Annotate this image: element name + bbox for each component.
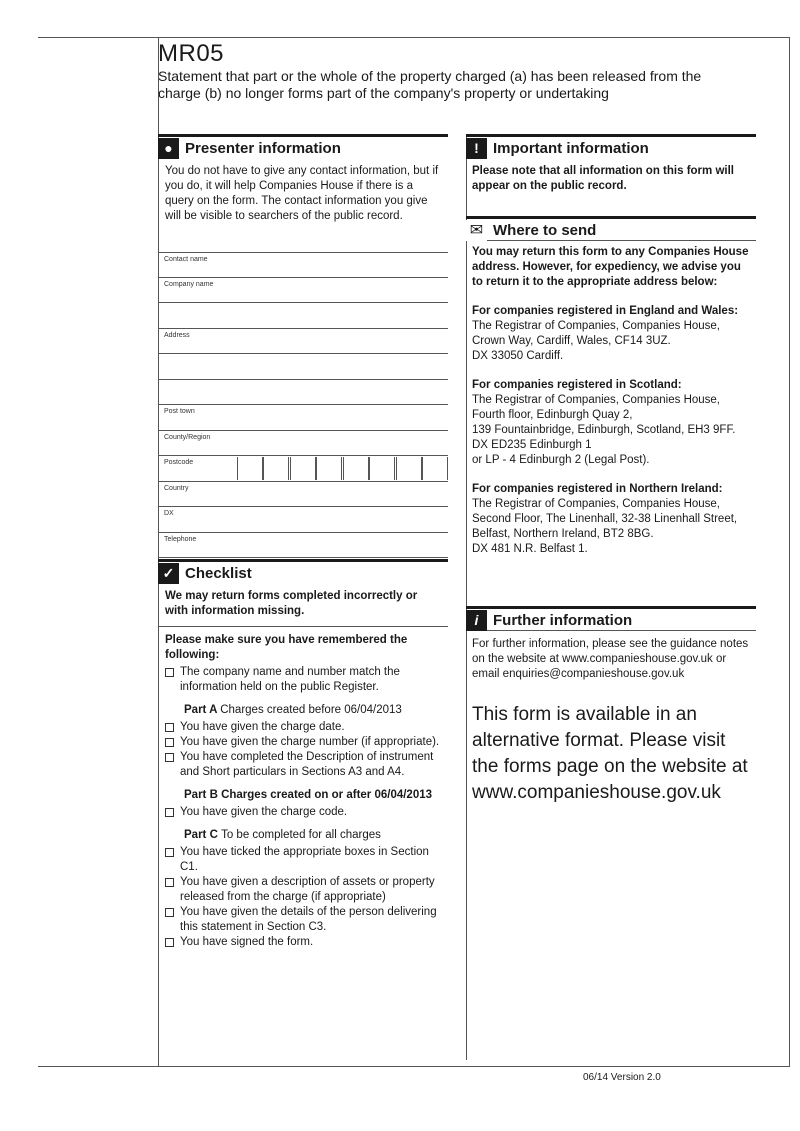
field-label: Contact name [164, 256, 208, 263]
where-body [466, 240, 756, 584]
checklist-item-text: You have given the details of the person delivering this statement in Section C3. [180, 906, 437, 933]
scotland-line: 139 Fountainbridge, Edinburgh, Scotland, EH3 9FF. [472, 424, 736, 436]
part-c-title [184, 828, 442, 843]
field-label: County/Region [164, 433, 211, 441]
checklist-header [158, 559, 448, 583]
checklist-warning-text: We may return forms completed incorrectly or with information missing. [165, 590, 418, 617]
further-body [466, 630, 756, 812]
checklist-intro: Please make sure you have remembered the following: [165, 634, 408, 661]
field-label: Postcode [164, 459, 194, 466]
checklist-item-text: You have given the charge code. [180, 806, 348, 818]
field-label: DX [164, 510, 174, 517]
ni-line: The Registrar of Companies, Companies House, [472, 498, 721, 510]
field-label: Post town [164, 408, 195, 415]
field-label: Company name [164, 280, 214, 288]
company-name-field-2[interactable] [158, 303, 448, 329]
checkbox[interactable] [165, 723, 174, 732]
further-text: For further information, please see the guidance notes on the website at www.companieshouse.gov.uk or email enquiries@companieshouse.gov.uk [472, 638, 749, 680]
england-line: DX 33050 Cardiff. [472, 350, 564, 362]
part-b-heading: Charges created on or after 06/04/2013 [221, 789, 433, 801]
checklist-item-text: You have ticked the appropriate boxes in Section C1. [180, 846, 429, 873]
dx-field[interactable] [158, 507, 448, 533]
scotland-line: DX ED235 Edinburgh 1 [472, 439, 592, 451]
scotland-line: Fourth floor, Edinburgh Quay 2, [472, 409, 633, 421]
form-code: MR05 [158, 40, 225, 67]
checklist-title: Checklist [185, 564, 252, 582]
important-title: Important information [493, 139, 649, 157]
version-label: 06/14 Version 2.0 [583, 1072, 661, 1083]
presenter-title: Presenter information [185, 139, 341, 157]
part-a-heading: Charges created before 06/04/2013 [220, 704, 402, 716]
checklist-item-text: The company name and number match the information held on the public Register. [180, 666, 400, 693]
info-icon: i [466, 610, 487, 631]
checklist-item-text: You have given a description of assets or property released from the charge (if appropriate) [180, 876, 435, 903]
checkbox[interactable] [165, 848, 174, 857]
person-icon: ● [158, 138, 179, 159]
checkbox[interactable] [165, 738, 174, 747]
part-a-label: Part A [184, 704, 218, 716]
checklist-item-text: You have given the charge date. [180, 721, 345, 733]
checklist-item[interactable] [165, 750, 442, 780]
important-header [466, 134, 756, 158]
checklist-item[interactable] [165, 735, 442, 750]
checkbox[interactable] [165, 808, 174, 817]
scotland-line: or LP - 4 Edinburgh 2 (Legal Post). [472, 454, 650, 466]
postcode-field[interactable] [158, 456, 448, 482]
field-label: Address [164, 331, 190, 339]
further-title: Further information [493, 611, 633, 629]
checkbox[interactable] [165, 753, 174, 762]
checklist-item-text: You have signed the form. [180, 936, 314, 948]
part-c-label: Part C [184, 829, 218, 841]
where-header [466, 216, 756, 240]
company-name-field[interactable] [158, 278, 448, 304]
part-b-label: Part B [184, 789, 218, 801]
presenter-header [158, 134, 448, 158]
left-column [158, 134, 448, 956]
checklist-item[interactable] [165, 905, 442, 935]
further-header [466, 606, 756, 630]
where-title: Where to send [493, 221, 597, 239]
ni-heading: For companies registered in Northern Ireland: [472, 483, 723, 495]
field-label: Telephone [164, 535, 197, 543]
checklist-item[interactable] [165, 875, 442, 905]
envelope-icon: ✉ [466, 220, 487, 241]
form-description: Statement that part or the whole of the property charged (a) has been released from the charge (b) no longer forms part of the company's property or undertaking [158, 68, 702, 101]
top-rule [38, 37, 790, 38]
alt-format-text: This form is available in an alternative format. Please visit the forms page on the website at www.companieshouse.gov.uk [472, 704, 748, 803]
checkbox[interactable] [165, 878, 174, 887]
england-line: Crown Way, Cardiff, Wales, CF14 3UZ. [472, 335, 671, 347]
presenter-intro-text: You do not have to give any contact information, but if you do, it will help Companies House if there is a query on the form. The contact information you give will be visible to searchers of the public record. [165, 165, 439, 222]
england-line: The Registrar of Companies, Companies House, [472, 320, 721, 332]
where-intro: You may return this form to any Companies House address. However, for expediency, we advise you to return it to the appropriate address below: [472, 246, 749, 288]
checkbox[interactable] [165, 668, 174, 677]
checklist-item[interactable] [165, 720, 442, 735]
important-text [466, 158, 756, 216]
right-page-rule [789, 37, 790, 1067]
part-c-heading: To be completed for all charges [221, 829, 381, 841]
field-label: Country [164, 484, 189, 492]
telephone-field[interactable] [158, 533, 448, 559]
address-field-2[interactable] [158, 354, 448, 380]
part-b-title [184, 788, 442, 803]
address-field[interactable] [158, 329, 448, 355]
checklist-warning [158, 583, 448, 626]
part-a-title [184, 703, 442, 718]
checklist-item-text: You have completed the Description of instrument and Short particulars in Sections A3 and A4. [180, 751, 434, 778]
checklist-body [158, 627, 448, 956]
right-column [466, 134, 756, 812]
important-text-content: Please note that all information on this form will appear on the public record. [472, 165, 734, 192]
checklist-item-text: You have given the charge number (if appropriate). [180, 736, 440, 748]
county-field[interactable] [158, 431, 448, 457]
country-field[interactable] [158, 482, 448, 508]
england-heading: For companies registered in England and Wales: [472, 305, 739, 317]
address-field-3[interactable] [158, 380, 448, 406]
scotland-heading: For companies registered in Scotland: [472, 379, 682, 391]
post-town-field[interactable] [158, 405, 448, 431]
checklist-item[interactable] [165, 665, 442, 695]
checklist-item[interactable] [165, 935, 442, 950]
scotland-line: The Registrar of Companies, Companies House, [472, 394, 721, 406]
checkbox[interactable] [165, 908, 174, 917]
ni-line: DX 481 N.R. Belfast 1. [472, 543, 588, 555]
contact-name-field[interactable] [158, 252, 448, 278]
tick-icon: ✓ [158, 563, 179, 584]
presenter-intro [158, 158, 448, 252]
checklist-item[interactable] [165, 845, 442, 875]
ni-line: Belfast, Northern Ireland, BT2 8BG. [472, 528, 654, 540]
bottom-rule [38, 1066, 790, 1067]
checkbox[interactable] [165, 938, 174, 947]
checklist-item[interactable] [165, 805, 442, 820]
exclamation-icon: ! [466, 138, 487, 159]
postcode-boxes[interactable] [236, 457, 448, 480]
ni-line: Second Floor, The Linenhall, 32-38 Linenhall Street, [472, 513, 738, 525]
